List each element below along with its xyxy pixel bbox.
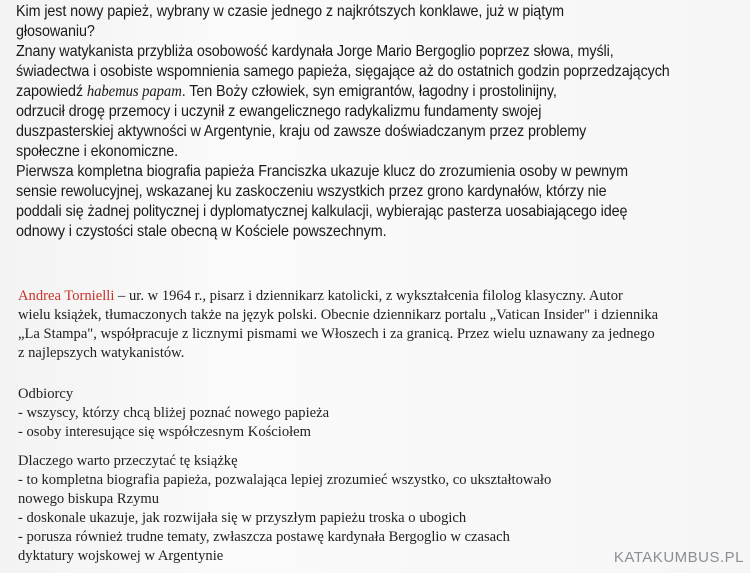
intro-line: odnowy i czystości stale obecną w Kościele powszechnym. bbox=[16, 223, 387, 240]
intro-line: poddali się żadnej politycznej i dyplomatycznej kalkulacji, wybierając pasterza uosabiającego ideę bbox=[16, 203, 628, 220]
list-item: - wszyscy, którzy chcą bliżej poznać nowego papieża bbox=[18, 405, 330, 421]
intro-line: Kim jest nowy papież, wybrany w czasie jednego z najkrótszych konklawe, już w piątym bbox=[16, 3, 565, 20]
intro-line: Znany watykanista przybliża osobowość kardynała Jorge Mario Bergoglio poprzez słowa, myśli, bbox=[16, 43, 614, 60]
bio-line: „La Stampa", współpracuje z licznymi pismami we Włoszech i za granicą. Przez wielu uznawany za jednego bbox=[18, 326, 655, 342]
bio-line: z najlepszych watykanistów. bbox=[18, 345, 185, 361]
author-name: Andrea Tornielli bbox=[18, 288, 115, 304]
intro-text bbox=[16, 2, 670, 242]
site-watermark: KATAKUMBUS.PL bbox=[613, 549, 744, 566]
habemus-papam-italic: habemus papam bbox=[86, 83, 182, 100]
bio-line bbox=[18, 287, 738, 306]
intro-line: społeczne i ekonomiczne. bbox=[16, 143, 179, 160]
intro-line bbox=[16, 82, 651, 102]
intro-line: głosowaniu? bbox=[16, 23, 95, 40]
audience-heading: Odbiorcy bbox=[18, 386, 74, 402]
intro-line: sensie rewolucyjnej, wskazanej ku zaskoczeniu wszystkich przez grono kardynałów, którzy nie bbox=[16, 183, 607, 200]
list-item: - osoby interesujące się współczesnym Kościołem bbox=[18, 424, 312, 440]
list-item: - doskonale ukazuje, jak rozwijała się w przyszłym papieżu troska o ubogich bbox=[18, 510, 467, 526]
intro-line: Pierwsza kompletna biografia papieża Franciszka ukazuje klucz do zrozumienia osoby w pewnym bbox=[16, 163, 629, 180]
intro-text-segment: . Ten Boży człowiek, syn emigrantów, łagodny i prostolinijny, bbox=[181, 83, 557, 100]
intro-line: duszpasterskiej aktywności w Argentynie, kraju od zawsze doświadczanym przez problemy bbox=[16, 123, 587, 140]
why-heading: Dlaczego warto przeczytać tę książkę bbox=[18, 453, 238, 469]
bio-line: wielu książek, tłumaczonych także na język polski. Obecnie dziennikarz portalu „Vatican Insider" i dziennika bbox=[18, 307, 659, 323]
list-item: - porusza również trudne tematy, zwłaszcza postawę kardynała Bergoglio w czasach bbox=[18, 529, 510, 545]
intro-line: odrzucił drogę przemocy i uczynił z ewangelicznego radykalizmu fundamenty swojej bbox=[16, 103, 542, 120]
intro-line: świadectwa i osobiste wspomnienia samego papieża, sięgające aż do ostatnich godzin poprzedzających bbox=[16, 63, 670, 80]
intro-text-segment: zapowiedź bbox=[16, 83, 87, 100]
bio-text-segment: – ur. w 1964 r., pisarz i dziennikarz katolicki, z wykształcenia filolog klasyczny. Autor bbox=[114, 288, 623, 304]
list-item: dyktatury wojskowej w Argentynie bbox=[18, 548, 224, 564]
list-item: - to kompletna biografia papieża, pozwalająca lepiej zrozumieć wszystko, co ukształtowało bbox=[18, 472, 552, 488]
audience-section bbox=[18, 385, 738, 442]
author-bio bbox=[18, 287, 738, 363]
list-item: nowego biskupa Rzymu bbox=[18, 491, 160, 507]
